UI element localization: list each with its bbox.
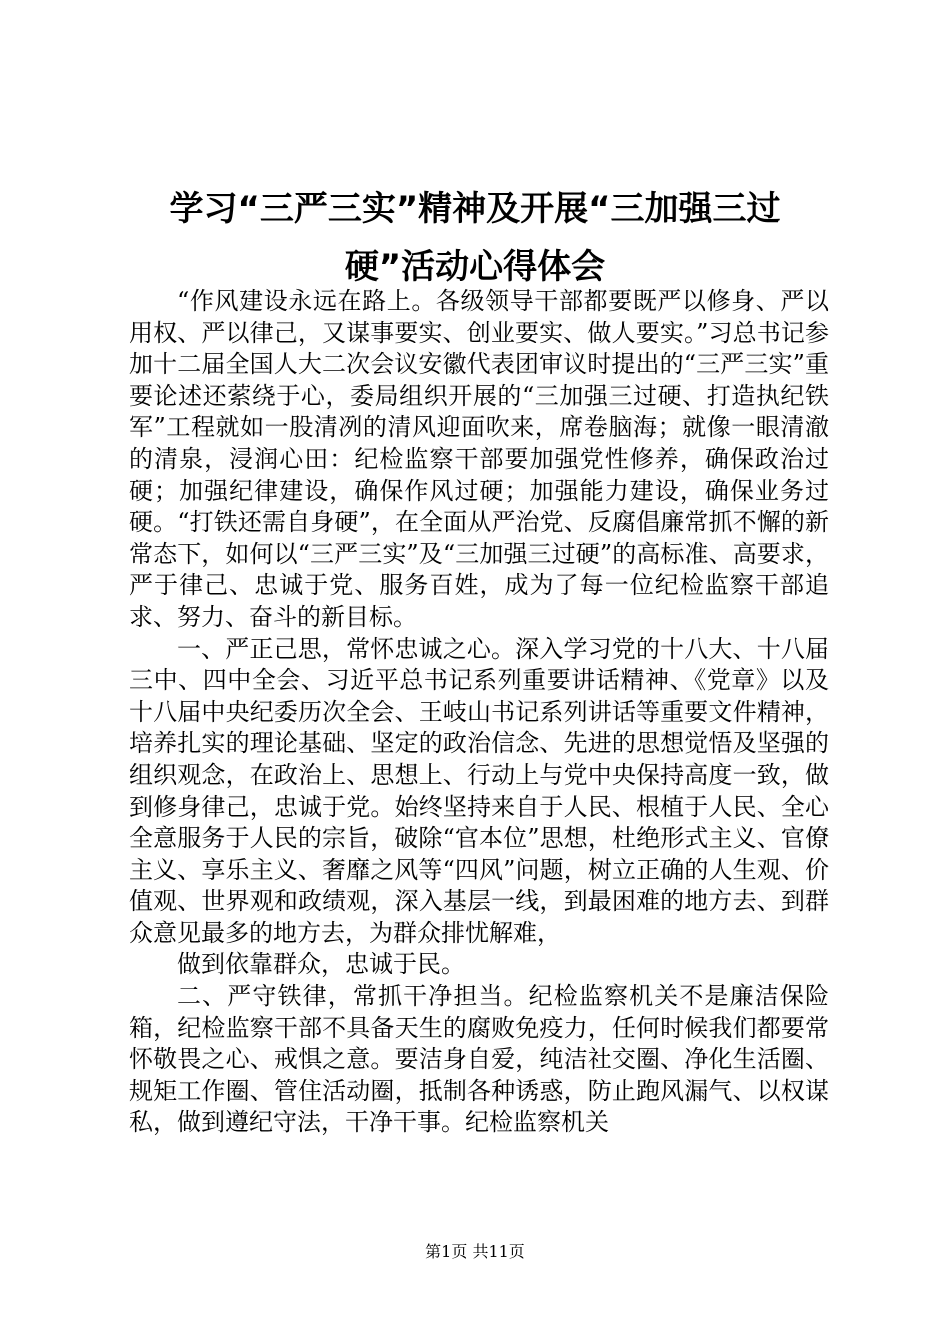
- paragraph-4: 二、严守铁律，常抓干净担当。纪检监察机关不是廉洁保险箱，纪检监察干部不具备天生的腐败免疫力，任何时候我们都要常怀敬畏之心、戒惧之意。要洁身自爱，纯洁社交圈、净化生活圈、规矩工作圈、管住活动圈，抵制各种诱惑，防止跑风漏气、以权谋私，做到遵纪守法，干净干事。纪检监察机关: [129, 982, 829, 1137]
- title-line-1: 学习“三严三实”精神及开展“三加强三过: [169, 189, 781, 229]
- page-number-footer: 第1页 共11页: [425, 1242, 525, 1261]
- document-body: [129, 286, 829, 1139]
- title-line-2: 硬”活动心得体会: [344, 247, 606, 287]
- paragraph-3: 做到依靠群众，忠诚于民。: [177, 950, 465, 979]
- document-title: [100, 180, 850, 296]
- paragraph-2: 一、严正己思，常怀忠诚之心。深入学习党的十八大、十八届三中、四中全会、习近平总书记系列重要讲话精神、《党章》以及十八届中央纪委历次全会、王岐山书记系列讲话等重要文件精神，培养扎实的理论基础、坚定的政治信念、先进的思想觉悟及坚强的组织观念，在政治上、思想上、行动上与党中央保持高度一致，做到修身律己，忠诚于党。始终坚持来自于人民、根植于人民、全心全意服务于人民的宗旨，破除“官本位”思想，杜绝形式主义、官僚主义、享乐主义、奢靡之风等“四风”问题，树立正确的人生观、价值观、世界观和政绩观，深入基层一线，到最困难的地方去、到群众意见最多的地方去，为群众排忧解难，: [129, 634, 829, 947]
- paragraph-1: “作风建设永远在路上。各级领导干部都要既严以修身、严以用权、严以律己，又谋事要实、创业要实、做人要实。”习总书记参加十二届全国人大二次会议安徽代表团审议时提出的“三严三实”重要论述还萦绕于心，委局组织开展的“三加强三过硬、打造执纪铁军”工程就如一股清冽的清风迎面吹来，席卷脑海；就像一眼清澈的清泉，浸润心田：纪检监察干部要加强党性修养，确保政治过硬；加强纪律建设，确保作风过硬；加强能力建设，确保业务过硬。“打铁还需自身硬”，在全面从严治党、反腐倡廉常抓不懈的新常态下，如何以“三严三实”及“三加强三过硬”的高标准、高要求，严于律己、忠诚于党、服务百姓，成为了每一位纪检监察干部追求、努力、奋斗的新目标。: [129, 287, 829, 631]
